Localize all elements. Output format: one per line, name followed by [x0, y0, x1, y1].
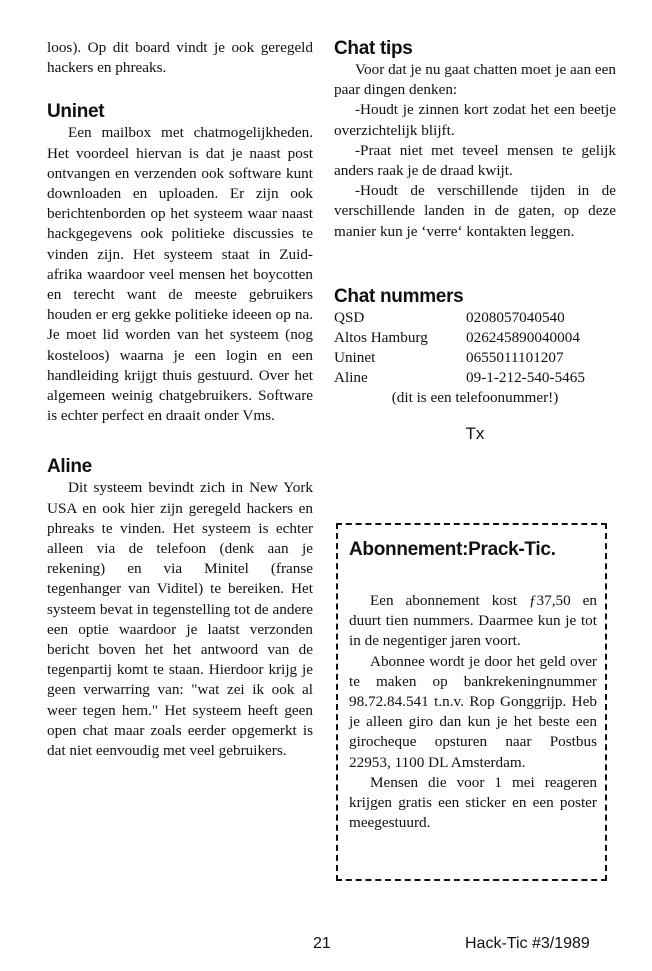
- page-number: 21: [313, 935, 331, 952]
- system-number: 026245890040004: [466, 328, 580, 346]
- system-name: Uninet: [334, 348, 376, 366]
- subscription-title: Abonnement:Prack-Tic.: [349, 539, 556, 560]
- intro-paragraph: loos). Op dit board vindt je ook geregeld hackers en phreaks.: [47, 39, 313, 77]
- right-column: [334, 38, 616, 444]
- chat-tip: -Houdt je zinnen kort zodat het een beetje overzichtelijk blijft.: [334, 101, 616, 139]
- system-name: Altos Hamburg: [334, 328, 428, 346]
- table-row: [334, 328, 585, 348]
- section-paragraph: Dit systeem bevindt zich in New York USA en ook hier zijn geregeld hackers en phreaks te vinden. Het systeem is echter alleen via de telefoon (denk aan je rekening) en via Minitel (franse tegenhanger van Viditel) te bereiken. Het systeem bevat in tegenstelling tot de andere een optie waardoor je laatst verzonden bericht boven het het antwoord van de tegenpartij komt te staan. Hierdoor krijg je geen verwarring van: "wat zei ik ook al weer tegen hem." Het systeem heeft geen open chat maar zoals eerder opgemerkt is dat niet eenvoudig met veel gebruikers.: [47, 479, 313, 760]
- subscription-paragraph: Abonnee wordt je door het geld over te maken op bankrekeningnummer 98.72.84.541 t.n.v. Rop Gonggrijp. Heb je alleen giro dan kun je het beste een girocheque opsturen naar Postbus 22953, 1100 DL Amsterdam.: [349, 652, 597, 771]
- phone-note: (dit is een telefoonummer!): [391, 388, 559, 406]
- subscription-paragraph: Mensen die voor 1 mei reageren krijgen gratis een sticker en een poster meegestuurd.: [349, 773, 597, 832]
- section-aline: [47, 456, 313, 761]
- subscription-box: [336, 523, 607, 881]
- system-name: QSD: [334, 308, 365, 326]
- left-column: [47, 38, 313, 761]
- section-uninet: [47, 101, 313, 426]
- table-row: [334, 368, 585, 388]
- section-title: Aline: [47, 456, 92, 478]
- chat-tip: -Praat niet met teveel mensen te gelijk anders raak je de draad kwijt.: [334, 141, 616, 180]
- section-title: Chat nummers: [334, 285, 464, 307]
- section-title: Uninet: [47, 101, 105, 123]
- section-chat-numbers: [334, 286, 616, 444]
- author-signature: Tx: [465, 424, 485, 444]
- section-title: Chat tips: [334, 38, 413, 59]
- system-name: Aline: [334, 368, 368, 386]
- section-paragraph: Een mailbox met chatmogelijkheden. Het voordeel hiervan is dat je naast post ontvangen en verzenden ook software kunt downloaden en uploaden. Er zijn ook berichtenborden op het systeem waar naast hackgegevens ook politieke discussies te vinden zijn. Het systeem staat in Zuid-afrika waardoor veel mensen het boycotten en terecht want de meeste gebruikers houden er erg gekke politieke ideeen op na. Je moet lid worden van het systeem (nog kosteloos) waarna je een login en een handleiding krijgt thuis gestuurd. Over het algemeen weinig chatgebruikers. Software is echter perfect en draait onder Vms.: [47, 124, 313, 425]
- table-row: [334, 308, 585, 328]
- system-number: 0208057040540: [466, 308, 565, 326]
- table-row: [334, 348, 585, 368]
- publication-name: Hack-Tic #3/1989: [465, 935, 590, 952]
- chat-numbers-table: [334, 308, 585, 388]
- system-number: 0655011101207: [466, 348, 564, 366]
- chat-tips-intro: Voor dat je nu gaat chatten moet je aan een paar dingen denken:: [334, 61, 616, 99]
- subscription-paragraph: Een abonnement kost ƒ37,50 en duurt tien nummers. Daarmee kun je tot in de negentiger jaren voort.: [349, 592, 597, 650]
- subscription-body: [349, 591, 597, 833]
- chat-tip: -Houdt de verschillende tijden in de verschillende landen in de gaten, op deze manier kun je ‘verre‘ kontakten leggen.: [334, 182, 616, 240]
- section-chat-tips: [334, 38, 616, 242]
- system-number: 09-1-212-540-5465: [466, 368, 585, 386]
